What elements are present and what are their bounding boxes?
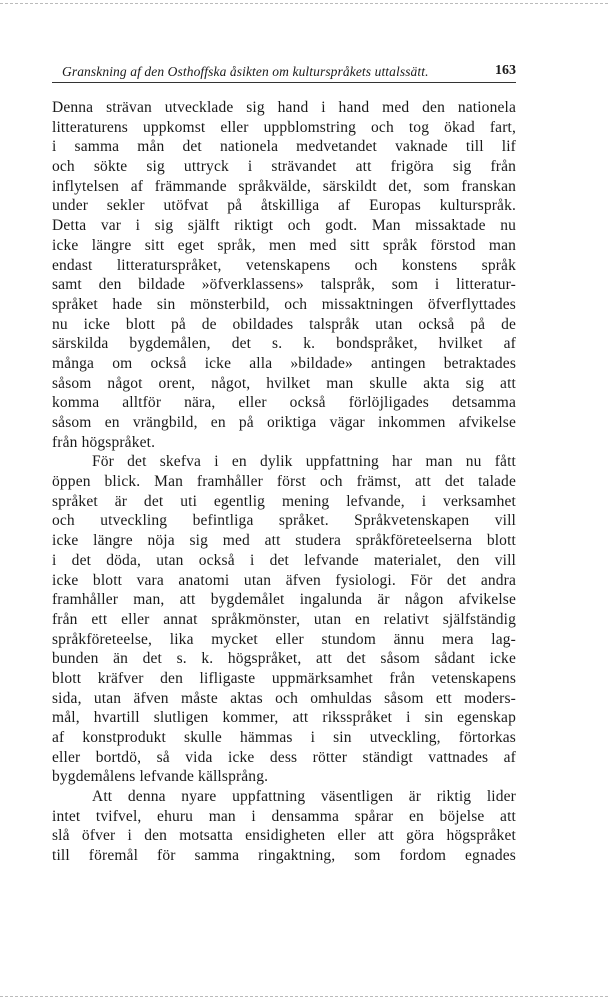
text-line: icke längre nöja sig med att studera språkföreteelserna blott (52, 532, 516, 550)
text-line: från högspråket. (52, 433, 156, 451)
text-line: öppen blick. Man framhåller först och främst, att det talade (52, 473, 516, 491)
text-line: i det döda, utan också i det lefvande materialet, den vill (52, 551, 516, 569)
text-line: Detta var i sig själft riktigt och godt. Man missaktade nu (52, 217, 516, 235)
text-line: intet tvifvel, ehuru man i densamma spårar en böjelse att (52, 807, 516, 825)
text-line: och utveckling befintliga språket. Språkvetenskapen vill (52, 512, 516, 530)
running-title: Granskning af den Osthoffska åsikten om kulturspråkets uttalssätt. (62, 64, 429, 79)
text-line: komma alltför nära, eller också förlöjligades detsamma (52, 394, 516, 412)
text-line: språket är det uti egentlig mening lefvande, i verksamhet (52, 492, 516, 510)
text-line: endast litteraturspråket, vetenskapens och konstens språk (52, 256, 516, 274)
top-scan-edge (0, 3, 608, 4)
text-line: mål, hvartill slutligen kommer, att riksspråket i sin egenskap (52, 709, 516, 727)
text-line: framhåller man, att bygdemålet ingalunda är någon afvikelse (52, 591, 516, 609)
text-line: från ett eller annat språkmönster, utan en relativt själfständig (52, 610, 516, 628)
bottom-scan-edge (0, 996, 608, 997)
text-line: många om också icke alla »bildade» antingen betraktades (52, 354, 516, 372)
text-line: Att denna nyare uppfattning väsentligen är riktig lider (92, 788, 516, 806)
text-line: samt den bildade »öfverklassens» talspråk, som i litteratur- (52, 276, 516, 294)
text-line: af konstprodukt skulle hämmas i sin utveckling, förtorkas (52, 729, 516, 746)
text-line: eller bortdö, så vida icke dess rötter ständigt vattnades af (52, 748, 516, 766)
text-line: bygdemålens lefvande källsprång. (52, 768, 269, 786)
text-line: under sekler utöfvat på åtskilliga af Europas kulturspråk. (52, 197, 516, 215)
text-line: nu icke blott på de obildades talspråk utan också på de (52, 315, 516, 333)
text-line: såsom en vrängbild, en på oriktiga vägar inkommen afvikelse (52, 414, 516, 431)
text-line: och sökte sig uttryck i strävandet att frigöra sig från (52, 158, 516, 176)
text-line: språket hade sin mönsterbild, och missaktningen öfverflyttades (52, 295, 516, 313)
text-line: särskilda bygdemålen, det s. k. bondspråket, hvilket af (52, 335, 516, 353)
text-line: Denna strävan utvecklade sig hand i hand med den nationela (52, 99, 516, 116)
text-line: icke blott vara anatomi utan äfven fysiologi. För det andra (52, 571, 516, 589)
text-line: i samma mån det nationela medvetandet vaknade till lif (52, 138, 516, 156)
text-line: inflytelsen af främmande språkvälde, särskildt det, som franskan (52, 177, 516, 195)
body-text (52, 98, 516, 866)
text-line: blott kräfver den lifligaste uppmärksamhet från vetenskapens (52, 669, 516, 687)
page-number: 163 (495, 63, 516, 78)
text-line: bunden än det s. k. högspråket, att det såsom sådant icke (52, 650, 516, 668)
text-line: såsom något orent, något, hvilket man skulle akta sig att (52, 374, 516, 392)
text-line: slå öfver i den motsatta ensidigheten eller att göra högspråket (52, 827, 516, 845)
text-line: sida, utan äfven måste aktas och omhuldas såsom ett moders- (52, 689, 516, 707)
running-header (52, 62, 516, 83)
text-line: språkföreteelse, lika mycket eller stundom ännu mera lag- (52, 630, 516, 648)
text-line: till föremål för samma ringaktning, som fordom egnades (52, 847, 516, 865)
text-line: litteraturens uppkomst eller uppblomstring och tog ökad fart, (52, 118, 516, 136)
text-line: icke längre sitt eget språk, men med sitt språk förstod man (52, 236, 516, 254)
text-line: För det skefva i en dylik uppfattning har man nu fått (92, 453, 516, 471)
